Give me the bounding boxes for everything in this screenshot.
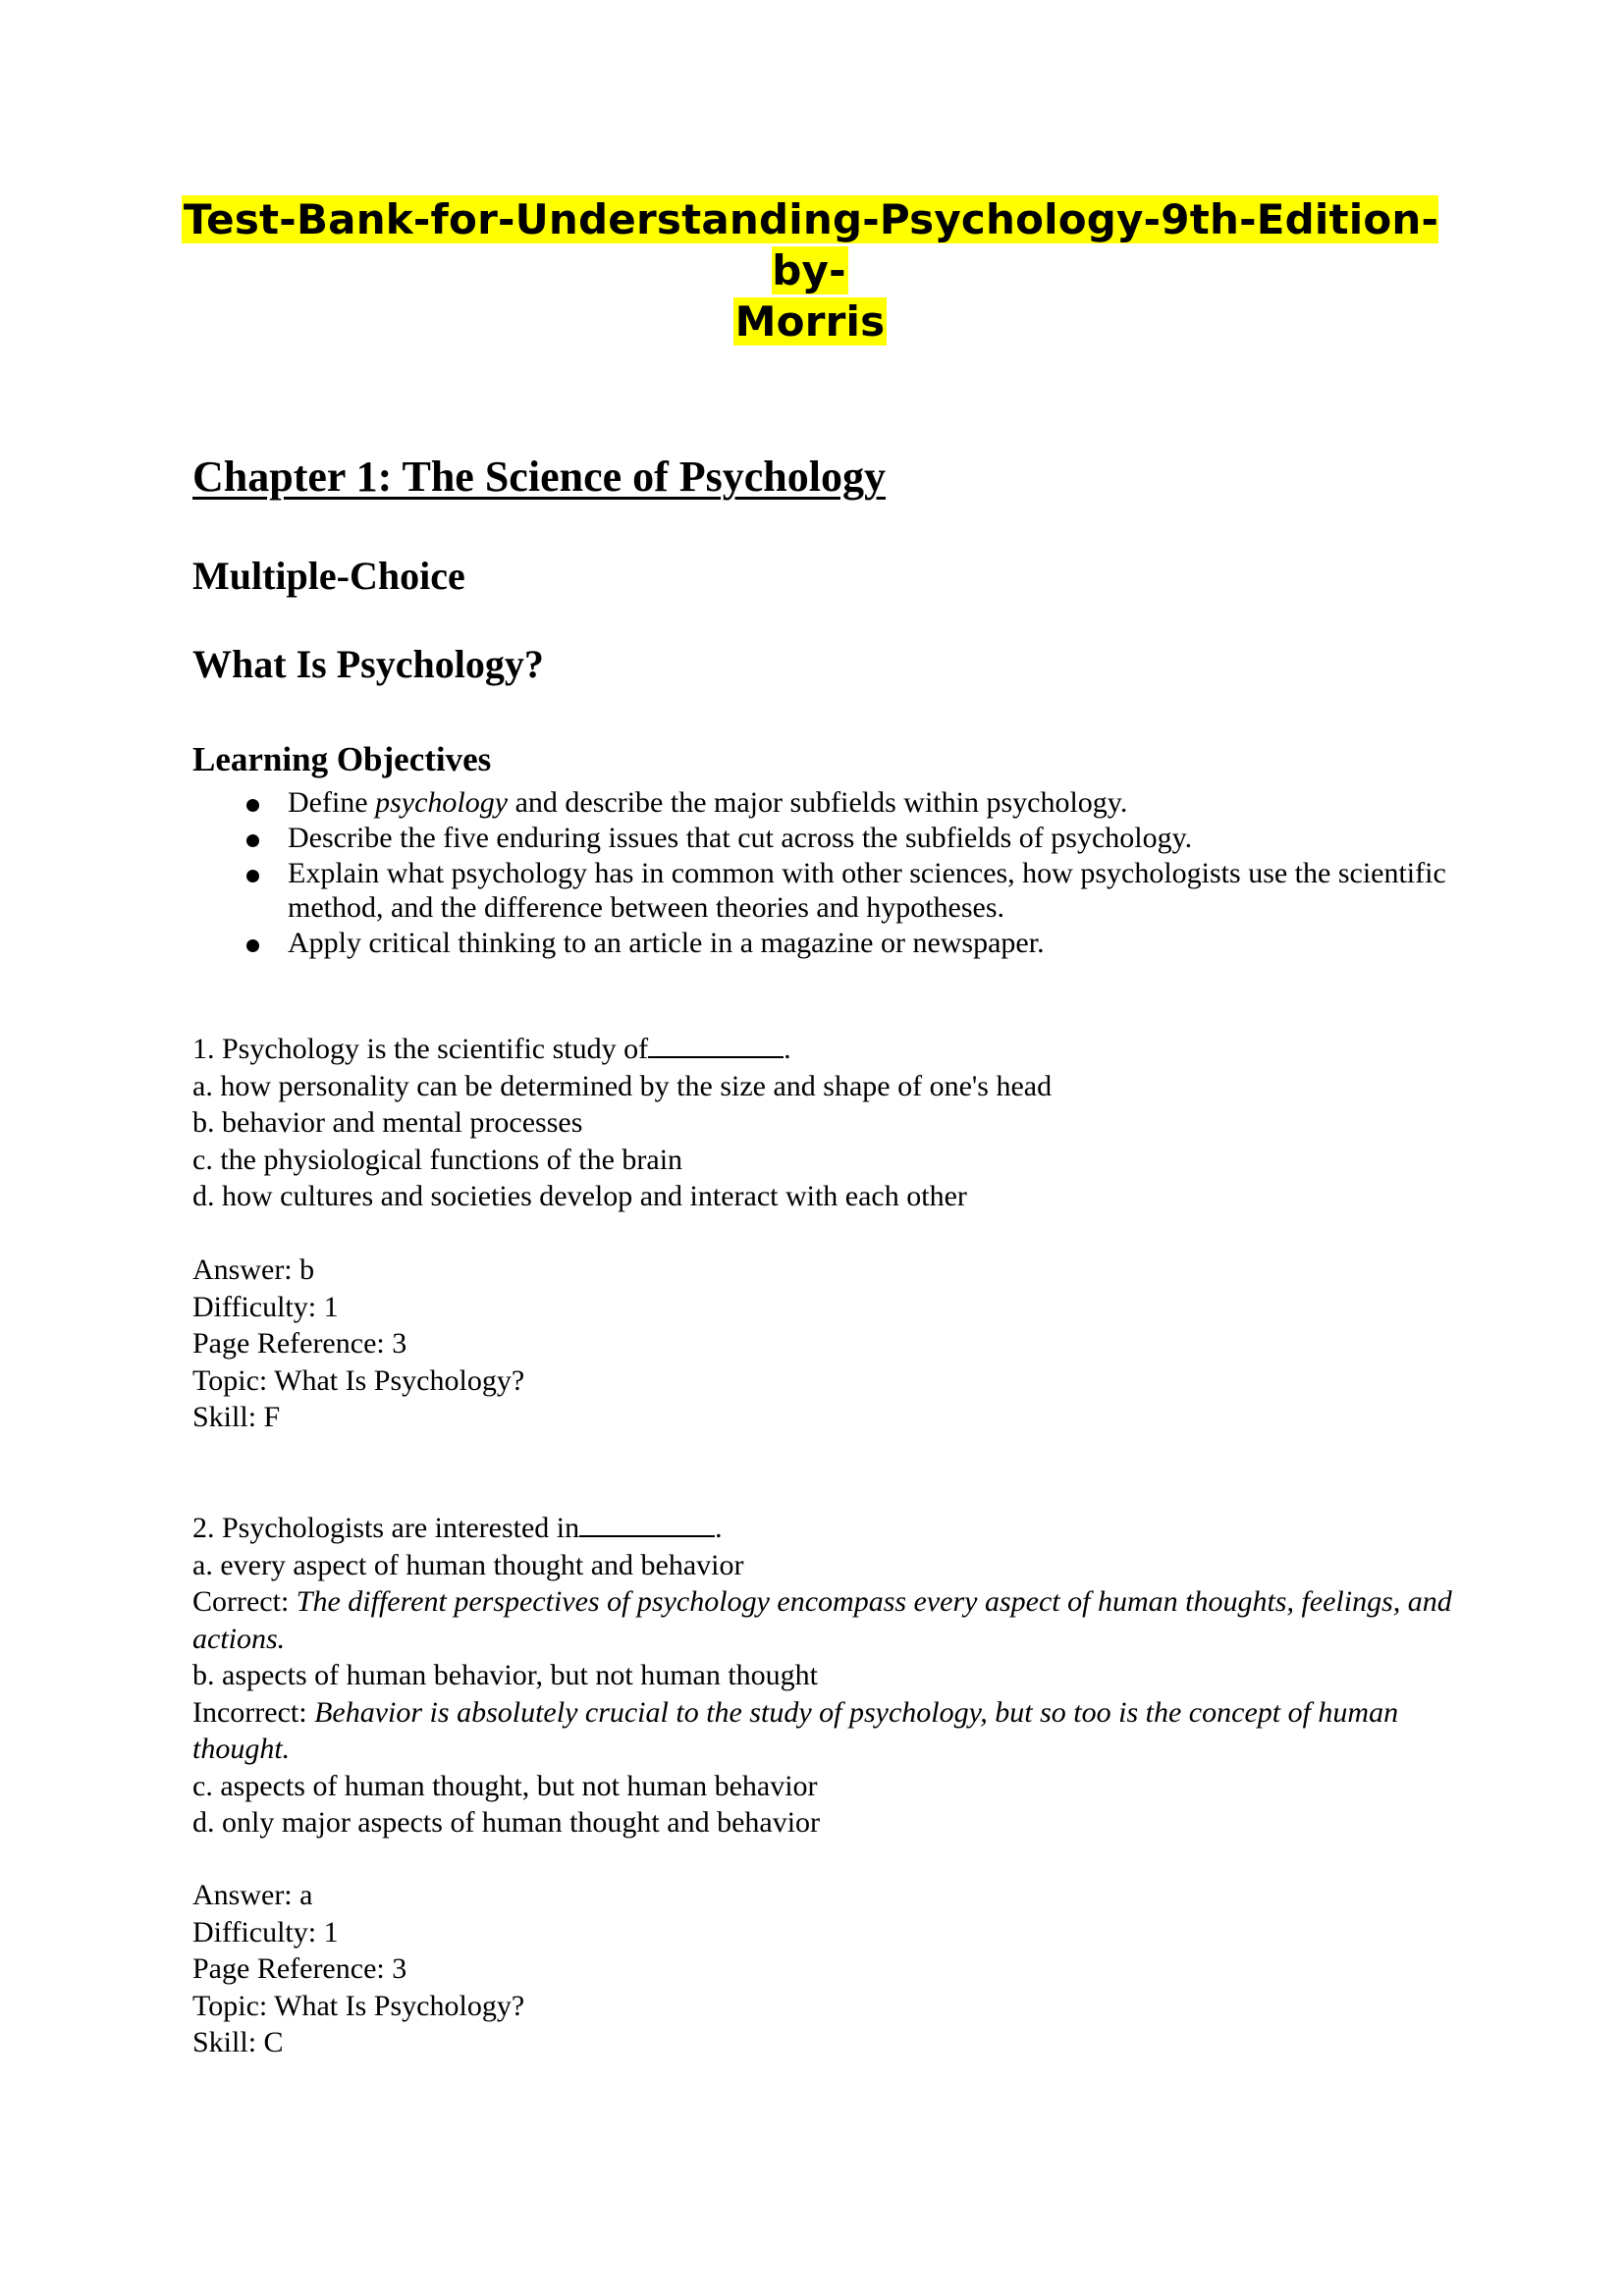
document-title (177, 194, 1443, 347)
chapter-heading: Chapter 1: The Science of Psychology (192, 453, 886, 501)
option-b: b. behavior and mental processes (192, 1106, 583, 1139)
option-b: b. aspects of human behavior, but not human thought (192, 1659, 819, 1691)
skill: Skill: F (192, 1401, 281, 1433)
bullet-icon (246, 834, 259, 847)
answer-blank (648, 1033, 784, 1058)
learning-objective-item (192, 785, 1459, 820)
objective-text: Apply critical thinking to an article in a magazine or newspaper. (288, 927, 1045, 959)
objective-text: Explain what psychology has in common with other sciences, how psychologists use the scientific method, and the difference between theories and hypotheses. (288, 857, 1446, 924)
learning-objective-item (192, 926, 1459, 960)
learning-objectives-heading: Learning Objectives (192, 740, 492, 778)
difficulty: Difficulty: 1 (192, 1290, 339, 1323)
skill: Skill: C (192, 2026, 284, 2058)
bullet-icon (246, 939, 259, 952)
feedback-b: Incorrect: Behavior is absolutely crucial to the study of psychology, but so too is the concept of human thought. (192, 1695, 1399, 1765)
option-c: c. the physiological functions of the brain (192, 1143, 683, 1176)
option-a: a. every aspect of human thought and behavior (192, 1548, 744, 1581)
topic: Topic: What Is Psychology? (192, 1363, 525, 1397)
answer: Answer: b (192, 1254, 315, 1286)
learning-objective-item (192, 821, 1459, 855)
option-d: d. how cultures and societies develop and interact with each other (192, 1180, 967, 1212)
option-d: d. only major aspects of human thought and behavior (192, 1806, 821, 1839)
section-title-heading: What Is Psychology? (192, 642, 544, 686)
objective-emphasis: psychology (375, 786, 509, 819)
question-1 (192, 1031, 1459, 1215)
bullet-icon (246, 870, 259, 882)
objective-text-rest: and describe the major subfields within psychology. (508, 786, 1128, 819)
document-title-line-2: Morris (734, 297, 886, 346)
option-a: a. how personality can be determined by the size and shape of one's head (192, 1069, 1053, 1102)
page-reference: Page Reference: 3 (192, 1327, 407, 1360)
section-type-heading: Multiple-Choice (192, 554, 465, 598)
page-reference: Page Reference: 3 (192, 1952, 407, 1985)
question-2-meta (192, 1877, 1459, 2061)
answer-blank (579, 1512, 715, 1537)
question-stem: 2. Psychologists are interested in . (192, 1512, 723, 1544)
question-1-meta (192, 1252, 1459, 1436)
feedback-a: Correct: The different perspectives of psychology encompass every aspect of human thoughts, feelings, and actions. (192, 1585, 1452, 1655)
objective-text: Define (288, 786, 376, 819)
answer: Answer: a (192, 1879, 313, 1911)
learning-objective-item (192, 856, 1459, 925)
topic: Topic: What Is Psychology? (192, 1989, 525, 2022)
question-2 (192, 1510, 1459, 1842)
option-c: c. aspects of human thought, but not human behavior (192, 1769, 818, 1802)
difficulty: Difficulty: 1 (192, 1915, 339, 1949)
question-stem: 1. Psychology is the scientific study of . (192, 1033, 791, 1065)
objective-text: Describe the five enduring issues that cut across the subfields of psychology. (288, 822, 1193, 854)
document-title-line-1: Test-Bank-for-Understanding-Psychology-9th-Edition-by- (183, 195, 1439, 294)
learning-objectives-list (192, 785, 1459, 961)
bullet-icon (246, 799, 259, 812)
